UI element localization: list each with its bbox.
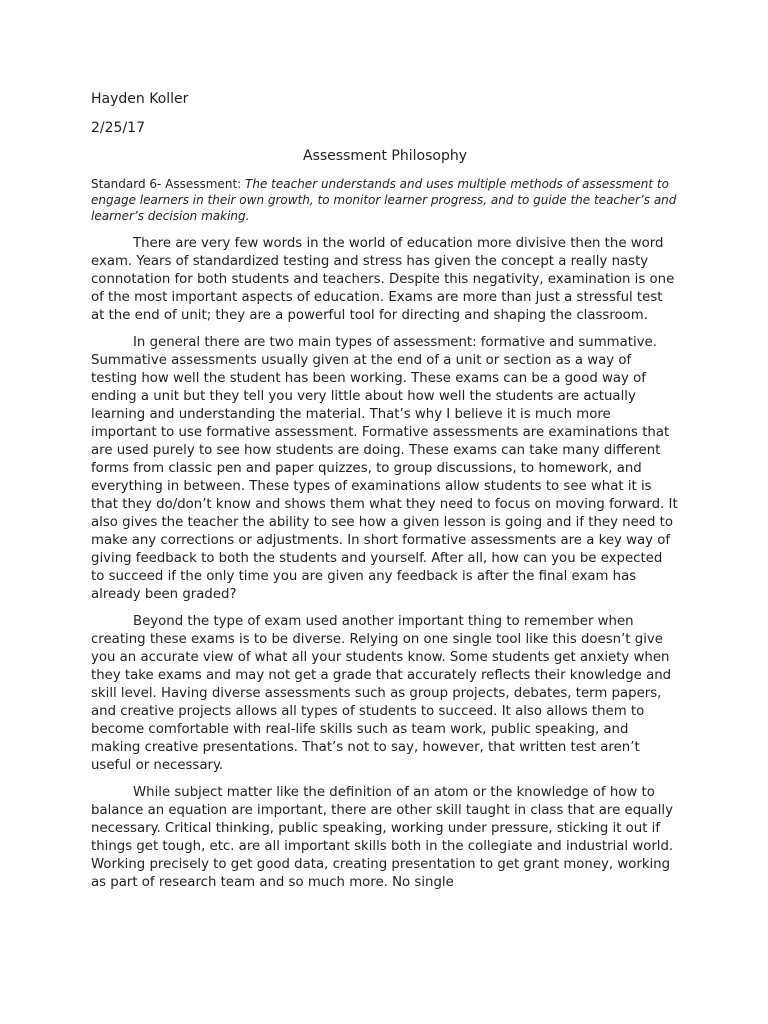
paragraph-3: Beyond the type of exam used another important thing to remember when creating these exams is to be diverse. Relying on one single tool like this doesn’t give you an accurate view of what all your students know. Some students get anxiety when they take exams and may not get a grade that accurately reflects their knowledge and skill level. Having diverse assessments such as group projects, debates, term papers, and creative projects allows all types of students to succeed. It also allows them to become comfortable with real-life skills such as team work, public speaking, and making creative presentations. That’s not to say, however, that written test aren’t useful or necessary. <box>91 614 672 773</box>
document-title: Assessment Philosophy <box>303 148 467 164</box>
standard-definition: The teacher understands and uses multiple methods of assessment to engage learners in their own growth, to monitor learner progress, and to guide the teacher’s and learner’s decision making. <box>91 177 677 223</box>
paragraph-1: There are very few words in the world of education more divisive then the word exam. Years of standardized testing and stress has given the concept a really nasty connotation for both students and teachers. Despite this negativity, examination is one of the most important aspects of education. Exams are more than just a stressful test at the end of unit; they are a powerful tool for directing and shaping the classroom. <box>91 236 675 323</box>
document-page <box>91 90 679 901</box>
paragraph-2: In general there are two main types of assessment: formative and summative. Summative assessments usually given at the end of a unit or section as a way of testing how well the student has been working. These exams can be a good way of ending a unit but they tell you very little about how well the students are actually learning and understanding the material. That’s why I believe it is much more important to use formative assessment. Formative assessments are examinations that are used purely to see how students are doing. These exams can take many different forms from classic pen and paper quizzes, to group discussions, to homework, and everything in between. These types of examinations allow students to see what it is that they do/don’t know and shows them what they need to focus on moving forward. It also gives the teacher the ability to see how a given lesson is going and if they need to make any corrections or adjustments. In short formative assessments are a key way of giving feedback to both the students and yourself. After all, how can you be expected to succeed if the only time you are given any feedback is after the final exam has already been graded? <box>91 335 678 602</box>
paragraph-4: While subject matter like the definition of an atom or the knowledge of how to balance an equation are important, there are other skill taught in class that are equally necessary. Critical thinking, public speaking, working under pressure, sticking it out if things get tough, etc. are all important skills both in the collegiate and industrial world. Working precisely to get good data, creating presentation to get grant money, working as part of research team and so much more. No single <box>91 785 674 890</box>
standard-statement <box>91 176 679 224</box>
author-name: Hayden Koller <box>91 91 189 107</box>
document-date: 2/25/17 <box>91 120 145 136</box>
standard-label: Standard 6- Assessment: <box>91 177 246 191</box>
